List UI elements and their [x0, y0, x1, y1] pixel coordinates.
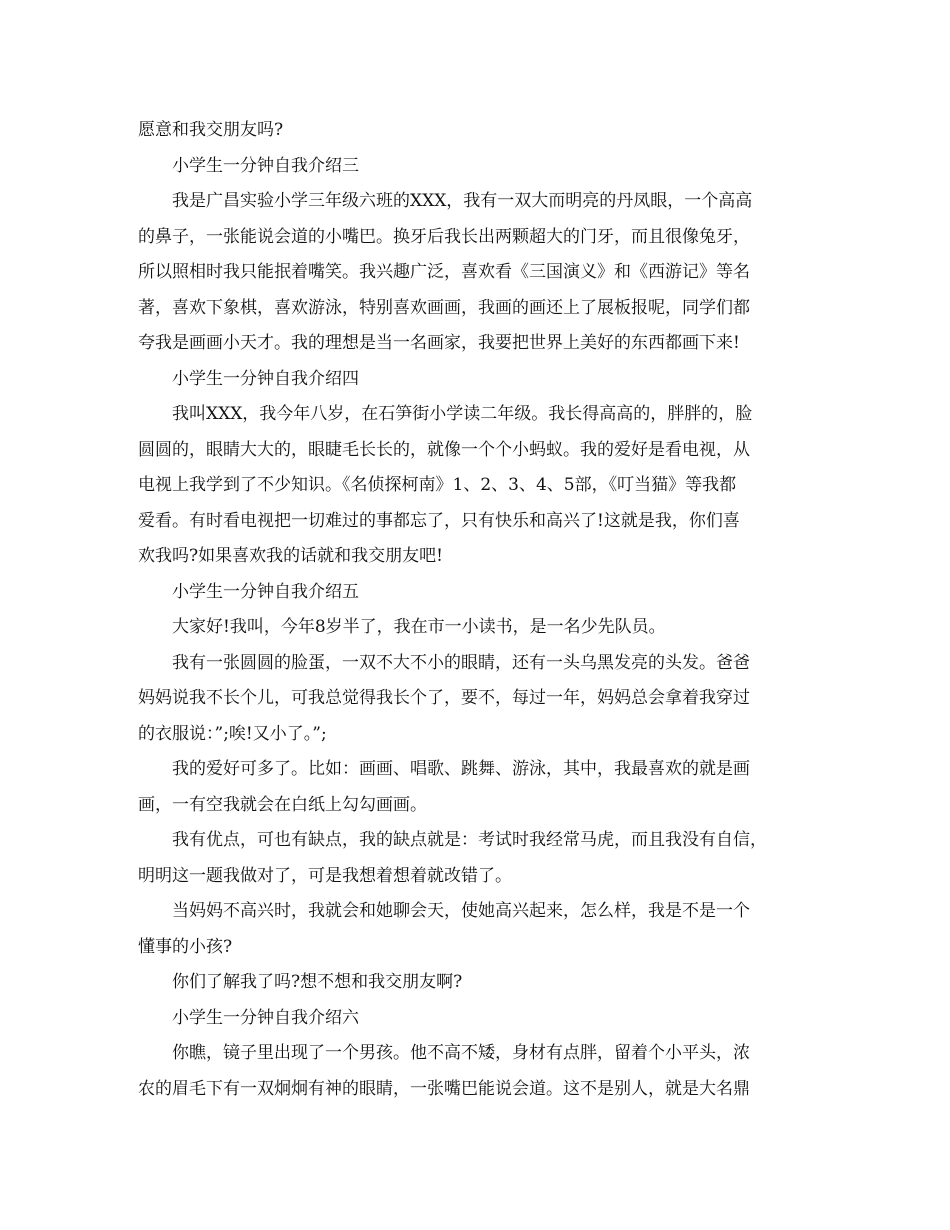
text-line: 画，一有空我就会在白纸上勾勾画画。	[138, 794, 427, 815]
section-heading-intro-5: 小学生一分钟自我介绍五	[172, 581, 359, 602]
text-line: 电视上我学到了不少知识。《名侦探柯南》1、2、3、4、5部，《叮当猫》等我都	[138, 475, 737, 495]
text-line: 著，喜欢下象棋，喜欢游泳，特别喜欢画画，我画的画还上了展板报呢，同学们都	[138, 297, 750, 318]
text-line: 你们了解我了吗?想不想和我交朋友啊?	[172, 972, 463, 992]
text-line: 我是广昌实验小学三年级六班的XXX，我有一双大而明亮的丹凤眼，一个高高	[172, 191, 753, 211]
text-line: 我有优点，可也有缺点，我的缺点就是：考试时我经常马虎，而且我没有自信，	[172, 830, 767, 850]
text-line: 的衣服说：”;唉!又小了。”;	[138, 723, 327, 744]
text-line: 妈妈说我不长个儿，可我总觉得我长个了，要不，每过一年，妈妈总会拿着我穿过	[138, 688, 750, 708]
text-line: 我的爱好可多了。比如：画画、唱歌、跳舞、游泳，其中，我最喜欢的就是画	[172, 759, 750, 779]
document-body	[138, 113, 818, 1107]
text-line: 你瞧，镜子里出现了一个男孩。他不高不矮，身材有点胖，留着个小平头，浓	[172, 1043, 750, 1063]
text-line: 我叫XXX，我今年八岁，在石笋街小学读二年级。我长得高高的，胖胖的，脸	[172, 404, 753, 424]
text-line: 所以照相时我只能抿着嘴笑。我兴趣广泛，喜欢看《三国演义》和《西游记》等名	[138, 262, 750, 282]
text-line: 我有一张圆圆的脸蛋，一双不大不小的眼睛，还有一头乌黑发亮的头发。爸爸	[172, 652, 750, 673]
text-line: 农的眉毛下有一双炯炯有神的眼睛，一张嘴巴能说会道。这不是别人，就是大名鼎	[138, 1078, 750, 1099]
text-line: 懂事的小孩?	[138, 936, 233, 957]
text-line: 明明这一题我做对了，可是我想着想着就改错了。	[138, 865, 512, 886]
text-line: 爱看。有时看电视把一切难过的事都忘了，只有快乐和高兴了!这就是我，你们喜	[138, 510, 740, 531]
text-line: 圆圆的，眼睛大大的，眼睫毛长长的，就像一个个小蚂蚁。我的爱好是看电视，从	[138, 439, 750, 460]
text-line: 欢我吗?如果喜欢我的话就和我交朋友吧!	[138, 546, 443, 566]
section-heading-intro-4: 小学生一分钟自我介绍四	[172, 368, 359, 389]
section-heading-intro-3: 小学生一分钟自我介绍三	[172, 155, 359, 176]
text-line: 当妈妈不高兴时，我就会和她聊会天，使她高兴起来，怎么样，我是不是一个	[172, 901, 750, 921]
text-line: 的鼻子，一张能说会道的小嘴巴。换牙后我长出两颗超大的门牙，而且很像兔牙，	[138, 226, 750, 247]
text-line: 愿意和我交朋友吗?	[138, 120, 284, 140]
section-heading-intro-6: 小学生一分钟自我介绍六	[172, 1007, 359, 1028]
text-line: 大家好!我叫，今年8岁半了，我在市一小读书，是一名少先队员。	[172, 617, 666, 637]
text-line: 夸我是画画小天才。我的理想是当一名画家，我要把世界上美好的东西都画下来!	[138, 333, 740, 353]
